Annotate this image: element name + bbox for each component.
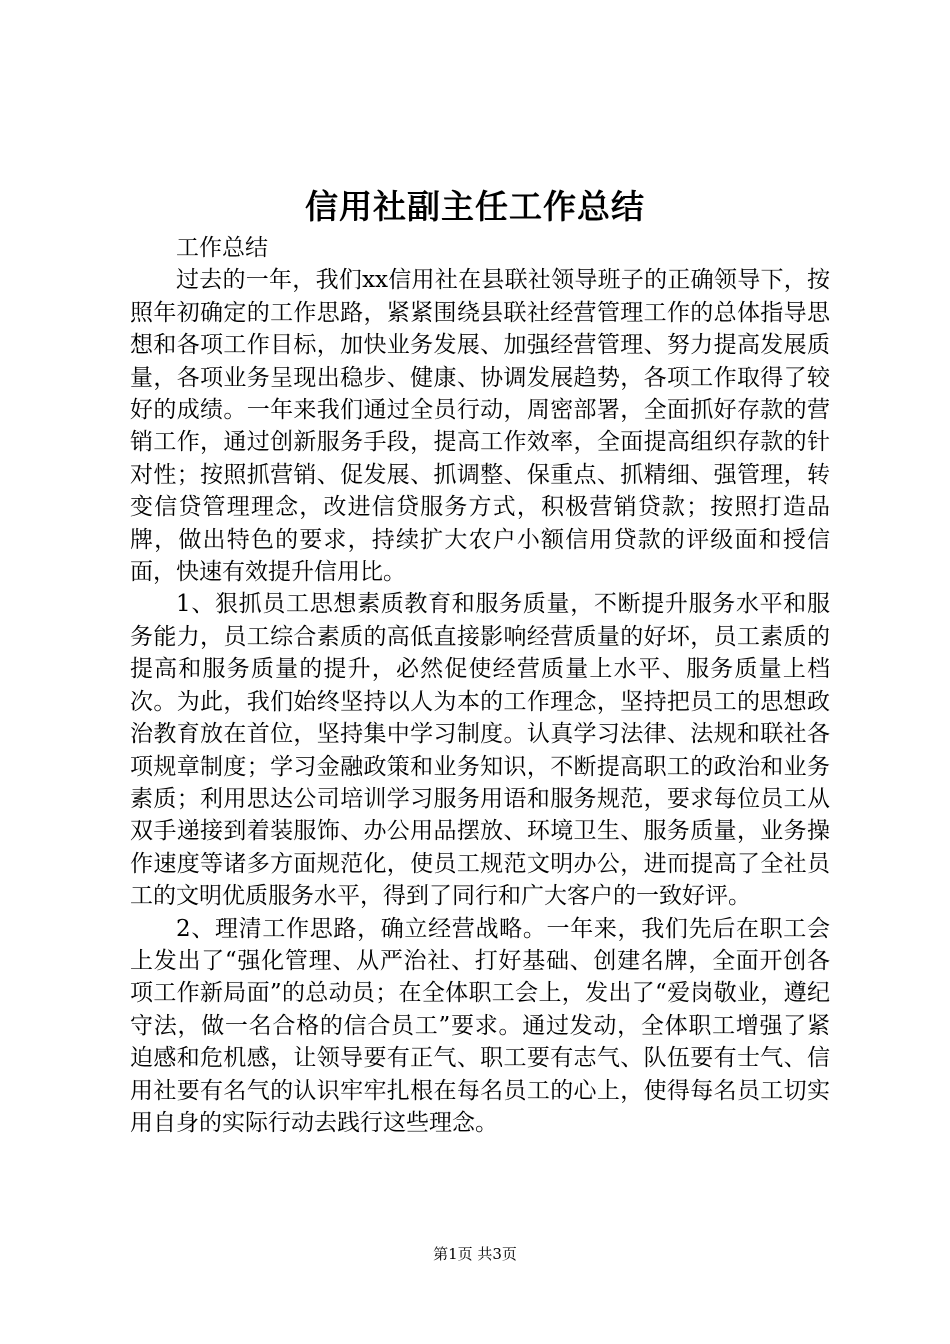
page-number-footer: 第1页 共3页 (433, 1245, 517, 1263)
paragraph-section-label: 工作总结 (176, 235, 268, 261)
document-body (130, 232, 830, 1139)
paragraph-item-2: 2、理清工作思路，确立经营战略。一年来，我们先后在职工会上发出了“强化管理、从严治社、打好基础、创建名牌，全面开创各项工作新局面”的总动员；在全体职工会上，发出了“爱岗敬业，遵纪守法，做一名合格的信合员工”要求。通过发动，全体职工增强了紧迫感和危机感，让领导要有正气、职工要有志气、队伍要有士气、信用社要有名气的认识牢牢扎根在每名员工的心上，使得每名员工切实用自身的实际行动去践行这些理念。 (130, 915, 830, 1136)
document-title: 信用社副主任工作总结 (305, 187, 645, 226)
paragraph-intro: 过去的一年，我们xx信用社在县联社领导班子的正确领导下，按照年初确定的工作思路，紧紧围绕县联社经营管理工作的总体指导思想和各项工作目标，加快业务发展、加强经营管理、努力提高发展质量，各项业务呈现出稳步、健康、协调发展趋势，各项工作取得了较好的成绩。一年来我们通过全员行动，周密部署，全面抓好存款的营销工作，通过创新服务手段，提高工作效率，全面提高组织存款的针对性；按照抓营销、促发展、抓调整、保重点、抓精细、强管理，转变信贷管理理念，改进信贷服务方式，积极营销贷款；按照打造品牌，做出特色的要求，持续扩大农户小额信用贷款的评级面和授信面，快速有效提升信用比。 (130, 267, 830, 586)
paragraph-item-1: 1、狠抓员工思想素质教育和服务质量，不断提升服务水平和服务能力，员工综合素质的高低直接影响经营质量的好坏，员工素质的提高和服务质量的提升，必然促使经营质量上水平、服务质量上档次。为此，我们始终坚持以人为本的工作理念，坚持把员工的思想政治教育放在首位，坚持集中学习制度。认真学习法律、法规和联社各项规章制度；学习金融政策和业务知识，不断提高职工的政治和业务素质；利用思达公司培训学习服务用语和服务规范，要求每位员工从双手递接到着装服饰、办公用品摆放、环境卫生、服务质量，业务操作速度等诸多方面规范化，使员工规范文明办公，进而提高了全社员工的文明优质服务水平，得到了同行和广大客户的一致好评。 (130, 591, 830, 910)
